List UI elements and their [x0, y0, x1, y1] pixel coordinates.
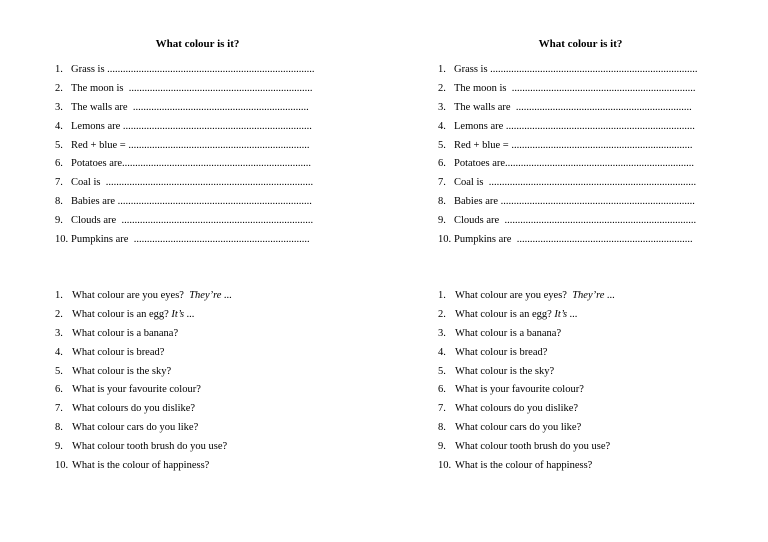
question-text: What colour is the sky?: [72, 365, 172, 377]
answer-dotted-line: ........................................................................: [505, 158, 695, 170]
answer-hint: They’re ...: [569, 290, 615, 301]
question-number: 7.: [55, 403, 63, 415]
item-prompt: The walls are: [71, 101, 133, 113]
question-item: [438, 327, 738, 346]
fill-in-list: [55, 63, 330, 252]
item-prompt: The moon is: [454, 82, 512, 94]
answer-dotted-line: ...............................................................................: [105, 177, 314, 189]
answer-dotted-line: ........................................................................: [505, 120, 695, 132]
answer-hint: They’re ...: [186, 290, 232, 301]
question-item: [55, 308, 355, 327]
item-prompt: Red + blue =: [454, 139, 512, 151]
question-number: 9.: [438, 441, 446, 453]
item-number: 9.: [438, 215, 446, 227]
item-number: 3.: [55, 101, 63, 113]
question-number: 10.: [55, 460, 69, 472]
item-number: 9.: [55, 215, 63, 227]
item-prompt: Babies are: [71, 196, 118, 208]
question-text: What colour is a banana?: [455, 327, 562, 339]
question-text: What colour tooth brush do you use?: [72, 441, 228, 453]
question-item: [55, 289, 355, 308]
question-number: 2.: [55, 308, 63, 320]
question-number: 10.: [438, 460, 452, 472]
item-number: 4.: [55, 120, 63, 132]
item-prompt: Grass is: [454, 64, 491, 75]
question-text: What colour is an egg?: [72, 308, 172, 320]
question-text: What colours do you dislike?: [455, 403, 579, 415]
question-item: [438, 308, 738, 327]
fill-in-item: [55, 176, 330, 195]
question-text: What colour cars do you like?: [455, 422, 582, 434]
item-prompt: Lemons are: [454, 120, 506, 132]
question-number: 6.: [438, 384, 446, 396]
item-number: 3.: [438, 101, 446, 113]
fill-in-item: [55, 139, 330, 158]
item-number: 8.: [438, 196, 446, 208]
question-item: [438, 346, 738, 365]
question-number: 5.: [55, 365, 63, 377]
question-number: 8.: [55, 422, 63, 434]
fill-in-item: [55, 157, 330, 176]
question-item: [55, 402, 355, 421]
question-text: What is your favourite colour?: [72, 384, 201, 396]
fill-in-item: [55, 101, 330, 120]
question-item: [438, 365, 738, 384]
question-text: What colour is a banana?: [72, 327, 179, 339]
item-prompt: Coal is: [71, 177, 106, 189]
item-number: 10.: [55, 234, 69, 246]
question-text: What colour are you eyes?: [72, 290, 187, 301]
question-number: 1.: [438, 290, 446, 301]
answer-dotted-line: ......................................................................: [511, 82, 696, 94]
question-item: [438, 383, 738, 402]
question-text: What colour is bread?: [72, 346, 165, 358]
answer-dotted-line: ...................................................................: [515, 101, 692, 113]
fill-in-item: [55, 63, 330, 82]
question-number: 3.: [55, 327, 63, 339]
question-item: [55, 459, 355, 478]
question-item: [438, 402, 738, 421]
answer-dotted-line: .....................................................................: [128, 139, 310, 151]
question-text: What colour cars do you like?: [72, 422, 199, 434]
answer-hint: It’s ...: [554, 308, 578, 320]
fill-in-item: [438, 176, 713, 195]
question-list: [55, 289, 355, 478]
question-item: [55, 421, 355, 440]
fill-in-item: [438, 82, 713, 101]
item-number: 2.: [55, 82, 63, 94]
item-number: 5.: [55, 139, 63, 151]
fill-in-item: [438, 139, 713, 158]
fill-in-item: [55, 214, 330, 233]
fill-in-item: [438, 195, 713, 214]
item-number: 2.: [438, 82, 446, 94]
fill-in-item: [55, 195, 330, 214]
question-item: [438, 421, 738, 440]
item-number: 6.: [55, 158, 63, 170]
worksheet-title: What colour is it?: [538, 38, 623, 50]
item-number: 10.: [438, 234, 452, 246]
item-prompt: Clouds are: [71, 215, 122, 227]
question-item: [438, 289, 738, 308]
item-prompt: The walls are: [454, 101, 516, 113]
fill-in-item: [438, 63, 713, 82]
item-prompt: Potatoes are: [71, 158, 123, 170]
item-number: 1.: [438, 64, 446, 75]
question-text: What colour is the sky?: [455, 365, 555, 377]
fill-in-item: [438, 101, 713, 120]
answer-dotted-line: .........................................................................: [504, 215, 697, 227]
answer-dotted-line: ...............................................................................: [488, 177, 697, 189]
question-item: [55, 383, 355, 402]
fill-in-list: [438, 63, 713, 252]
answer-dotted-line: ...................................................................: [133, 234, 310, 246]
question-number: 4.: [55, 346, 63, 358]
fill-in-item: [55, 120, 330, 139]
item-prompt: Red + blue =: [71, 139, 129, 151]
fill-in-item: [55, 233, 330, 252]
question-item: [438, 440, 738, 459]
question-list: [438, 289, 738, 478]
question-number: 1.: [55, 290, 63, 301]
answer-dotted-line: .....................................................................: [511, 139, 693, 151]
question-number: 9.: [55, 441, 63, 453]
question-text: What is your favourite colour?: [455, 384, 584, 396]
item-number: 7.: [55, 177, 63, 189]
question-item: [55, 346, 355, 365]
answer-dotted-line: ...............................................................................: [107, 64, 315, 75]
question-number: 8.: [438, 422, 446, 434]
item-prompt: Babies are: [454, 196, 501, 208]
question-item: [55, 440, 355, 459]
fill-in-item: [438, 214, 713, 233]
item-prompt: The moon is: [71, 82, 129, 94]
answer-hint: It’s ...: [171, 308, 195, 320]
question-number: 5.: [438, 365, 446, 377]
item-prompt: Grass is: [71, 64, 108, 75]
question-number: 4.: [438, 346, 446, 358]
item-number: 6.: [438, 158, 446, 170]
question-text: What colour is an egg?: [455, 308, 555, 320]
fill-in-item: [55, 82, 330, 101]
answer-dotted-line: ........................................................................: [122, 120, 312, 132]
item-number: 8.: [55, 196, 63, 208]
answer-dotted-line: ........................................................................: [122, 158, 312, 170]
item-prompt: Pumpkins are: [454, 234, 517, 246]
fill-in-item: [438, 120, 713, 139]
item-prompt: Potatoes are: [454, 158, 506, 170]
answer-dotted-line: ...................................................................: [516, 234, 693, 246]
question-text: What colour are you eyes?: [455, 290, 570, 301]
question-number: 2.: [438, 308, 446, 320]
question-text: What is the colour of happiness?: [455, 460, 593, 472]
answer-dotted-line: ...............................................................................: [490, 64, 698, 75]
item-number: 1.: [55, 64, 63, 75]
answer-dotted-line: .........................................................................: [121, 215, 314, 227]
worksheet-title: What colour is it?: [155, 38, 240, 50]
question-number: 7.: [438, 403, 446, 415]
answer-dotted-line: ......................................................................: [128, 82, 313, 94]
question-number: 6.: [55, 384, 63, 396]
item-prompt: Pumpkins are: [71, 234, 134, 246]
question-item: [438, 459, 738, 478]
item-prompt: Lemons are: [71, 120, 123, 132]
fill-in-item: [438, 233, 713, 252]
answer-dotted-line: ...................................................................: [132, 101, 309, 113]
question-text: What colour tooth brush do you use?: [455, 441, 611, 453]
answer-dotted-line: ..........................................................................: [500, 196, 695, 208]
question-number: 3.: [438, 327, 446, 339]
question-text: What colour is bread?: [455, 346, 548, 358]
item-number: 5.: [438, 139, 446, 151]
question-item: [55, 365, 355, 384]
question-text: What colours do you dislike?: [72, 403, 196, 415]
item-prompt: Clouds are: [454, 215, 505, 227]
item-prompt: Coal is: [454, 177, 489, 189]
item-number: 4.: [438, 120, 446, 132]
fill-in-item: [438, 157, 713, 176]
item-number: 7.: [438, 177, 446, 189]
question-text: What is the colour of happiness?: [72, 460, 210, 472]
question-item: [55, 327, 355, 346]
answer-dotted-line: ..........................................................................: [117, 196, 312, 208]
